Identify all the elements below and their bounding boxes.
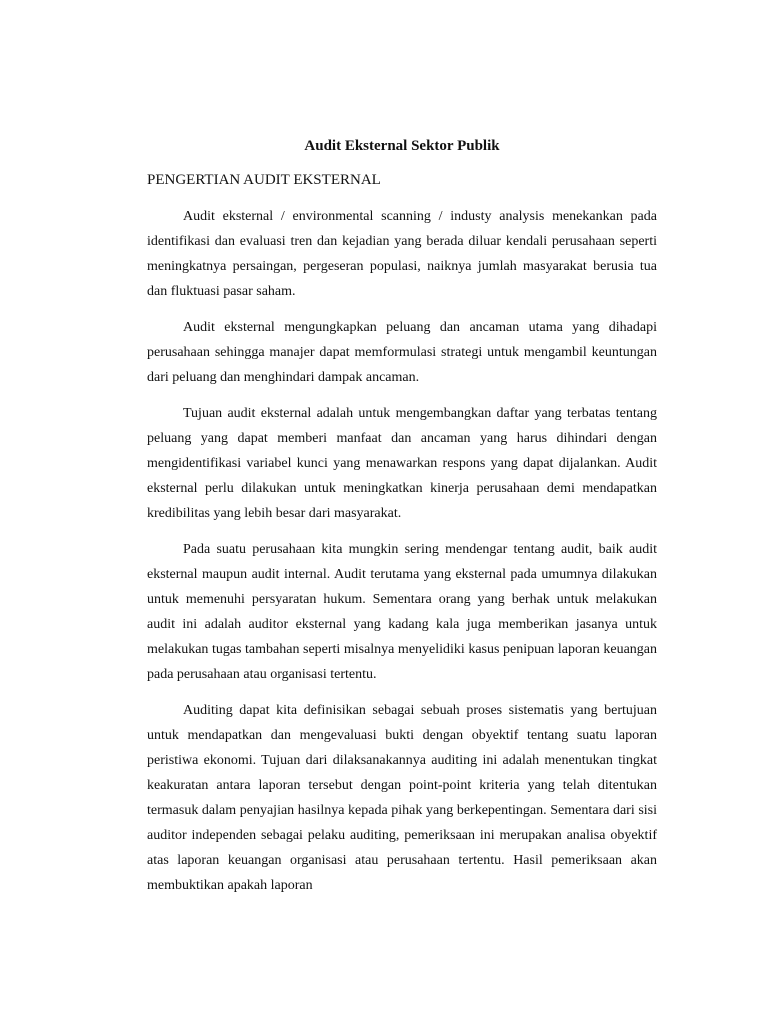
paragraph-3: Tujuan audit eksternal adalah untuk mengembangkan daftar yang terbatas tentang peluang yang dapat memberi manfaat dan ancaman yang harus dihindari dengan mengidentifikasi variabel kunci yang menawarkan respons yang dapat dijalankan. Audit eksternal perlu dilakukan untuk meningkatkan kinerja perusahaan demi mendapatkan kredibilitas yang lebih besar dari masyarakat. bbox=[147, 406, 657, 521]
document-title: Audit Eksternal Sektor Publik bbox=[304, 138, 500, 154]
document-page bbox=[147, 135, 657, 898]
paragraph-2: Audit eksternal mengungkapkan peluang dan ancaman utama yang dihadapi perusahaan sehingga manajer dapat memformulasi strategi untuk mengambil keuntungan dari peluang dan menghindari dampak ancaman. bbox=[147, 320, 657, 385]
paragraph-5: Auditing dapat kita definisikan sebagai sebuah proses sistematis yang bertujuan untuk mendapatkan dan mengevaluasi bukti dengan obyektif tentang suatu laporan peristiwa ekonomi. Tujuan dari dilaksanakannya auditing ini adalah menentukan tingkat keakuratan antara laporan tersebut dengan point-point kriteria yang telah ditentukan termasuk dalam penyajian hasilnya kepada pihak yang berkepentingan. Sementara dari sisi auditor independen sebagai pelaku auditing, pemeriksaan ini merupakan analisa obyektif atas laporan keuangan organisasi atau perusahaan tertentu. Hasil pemeriksaan akan membuktikan apakah laporan bbox=[147, 703, 657, 893]
paragraph-1: Audit eksternal / environmental scanning / industy analysis menekankan pada identifikasi dan evaluasi tren dan kejadian yang berada diluar kendali perusahaan seperti meningkatnya persaingan, pergeseran populasi, naiknya jumlah masyarakat berusia tua dan fluktuasi pasar saham. bbox=[147, 209, 657, 299]
section-heading: PENGERTIAN AUDIT EKSTERNAL bbox=[147, 172, 381, 188]
paragraph-4: Pada suatu perusahaan kita mungkin sering mendengar tentang audit, baik audit eksternal maupun audit internal. Audit terutama yang eksternal pada umumnya dilakukan untuk memenuhi persyaratan hukum. Sementara orang yang berhak untuk melakukan audit ini adalah auditor eksternal yang kadang kala juga memberikan jasanya untuk melakukan tugas tambahan seperti misalnya menyelidiki kasus penipuan laporan keuangan pada perusahaan atau organisasi tertentu. bbox=[147, 542, 657, 682]
